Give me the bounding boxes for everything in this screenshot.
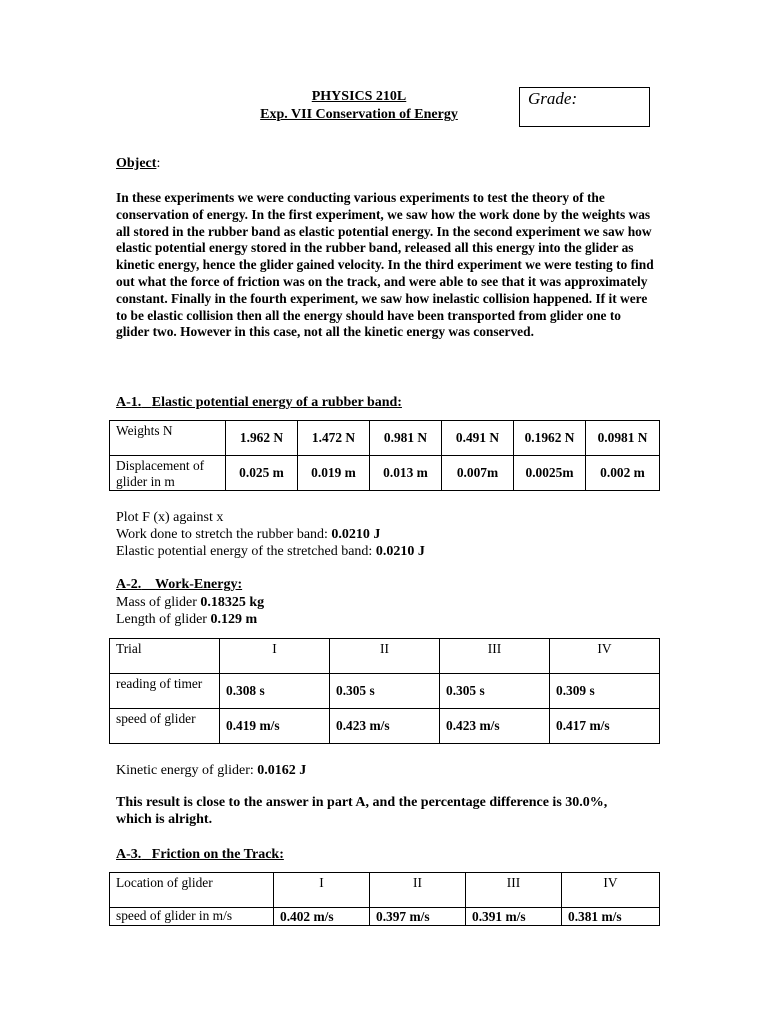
table-row	[110, 674, 660, 709]
a1-displacement-cell: 0.007m	[442, 456, 514, 491]
document-header	[250, 88, 468, 124]
length-label: Length of glider	[116, 612, 211, 627]
section-a1-number: A-1.	[116, 395, 142, 410]
object-heading	[116, 156, 160, 172]
work-done-value: 0.0210 J	[331, 527, 381, 542]
a3-speed-cell: 0.381 m/s	[562, 908, 660, 926]
table-row	[110, 421, 660, 456]
a2-timer-cell: 0.308 s	[220, 674, 330, 709]
a2-trial-header: II	[330, 639, 440, 674]
section-a2-title: Work-Energy:	[155, 577, 243, 592]
a2-trial-label: Trial	[110, 639, 220, 674]
table-row	[110, 709, 660, 744]
a1-weight-cell: 0.0981 N	[586, 421, 660, 456]
a1-displacement-cell: 0.025 m	[226, 456, 298, 491]
elastic-energy-value: 0.0210 J	[375, 544, 425, 559]
a1-displacement-cell: 0.0025m	[514, 456, 586, 491]
a2-timer-label: reading of timer	[110, 674, 220, 709]
a3-table	[109, 872, 660, 926]
length-value: 0.129 m	[210, 612, 258, 627]
a2-trial-header: III	[440, 639, 550, 674]
plot-instruction: Plot F (x) against x	[116, 510, 224, 525]
a3-speed-label: speed of glider in m/s	[110, 908, 274, 926]
a1-table	[109, 420, 660, 491]
a2-speed-label: speed of glider	[110, 709, 220, 744]
a1-displacement-label: Displacement of glider in m	[110, 456, 226, 491]
elastic-energy-line	[116, 543, 425, 560]
section-a3-number: A-3.	[116, 847, 142, 862]
work-done-label: Work done to stretch the rubber band:	[116, 527, 332, 542]
object-heading-colon: :	[156, 156, 161, 171]
a3-speed-cell: 0.391 m/s	[466, 908, 562, 926]
a1-displacement-cell: 0.002 m	[586, 456, 660, 491]
grade-box	[519, 87, 650, 127]
kinetic-energy-line	[116, 762, 306, 779]
mass-label: Mass of glider	[116, 595, 201, 610]
table-row	[110, 639, 660, 674]
mass-value: 0.18325 kg	[200, 595, 265, 610]
experiment-title: Exp. VII Conservation of Energy	[260, 107, 458, 122]
a2-trial-header: I	[220, 639, 330, 674]
length-line	[116, 611, 257, 628]
table-row	[110, 908, 660, 926]
table-row	[110, 456, 660, 491]
kinetic-energy-value: 0.0162 J	[257, 763, 307, 778]
section-a2-number: A-2.	[116, 577, 142, 592]
a1-weight-cell: 0.491 N	[442, 421, 514, 456]
a3-location-label: Location of glider	[110, 873, 274, 908]
a1-weights-label: Weights N	[110, 421, 226, 456]
a2-speed-cell: 0.419 m/s	[220, 709, 330, 744]
a3-speed-cell: 0.402 m/s	[274, 908, 370, 926]
a3-location-header: I	[274, 873, 370, 908]
a2-timer-cell: 0.305 s	[440, 674, 550, 709]
a1-weight-cell: 0.1962 N	[514, 421, 586, 456]
kinetic-energy-label: Kinetic energy of glider:	[116, 763, 258, 778]
section-a3-heading	[116, 846, 284, 863]
section-a3-title: Friction on the Track:	[151, 847, 284, 862]
a2-trial-header: IV	[550, 639, 660, 674]
object-heading-label: Object	[116, 156, 157, 171]
a3-speed-cell: 0.397 m/s	[370, 908, 466, 926]
section-a2-heading	[116, 576, 242, 593]
a3-location-header: III	[466, 873, 562, 908]
elastic-energy-label: Elastic potential energy of the stretched band:	[116, 544, 376, 559]
a2-speed-cell: 0.423 m/s	[330, 709, 440, 744]
a1-displacement-cell: 0.013 m	[370, 456, 442, 491]
grade-label: Grade:	[528, 89, 578, 108]
a3-location-header: IV	[562, 873, 660, 908]
work-done-line	[116, 526, 380, 543]
a2-table	[109, 638, 660, 744]
a3-location-header: II	[370, 873, 466, 908]
course-title: PHYSICS 210L	[311, 89, 407, 104]
a2-speed-cell: 0.423 m/s	[440, 709, 550, 744]
section-a1-heading	[116, 394, 402, 411]
a2-conclusion: This result is close to the answer in part A, and the percentage difference is 30.0%, which is alright.	[116, 795, 608, 827]
a2-speed-cell: 0.417 m/s	[550, 709, 660, 744]
object-paragraph: In these experiments we were conducting various experiments to test the theory of the conservation of energy. In the first experiment, we saw how the work done by the weights was all stored in the rubber band as elastic potential energy. In the second experiment we saw how elastic potential energy stored in the rubber band, released all this energy into the glider as kinetic energy, hence the glider gained velocity. In the third experiment we were testing to find out what the force of friction was on the track, and were able to see that it was approximately constant. Finally in the fourth experiment, we saw how inelastic collision happened. If it were to be elastic collision then all the energy should have been transported from glider one to glider two. However in this case, not all the kinetic energy was conserved.	[116, 190, 654, 340]
a1-weight-cell: 0.981 N	[370, 421, 442, 456]
table-row	[110, 873, 660, 908]
a1-weight-cell: 1.962 N	[226, 421, 298, 456]
a2-timer-cell: 0.305 s	[330, 674, 440, 709]
mass-line	[116, 594, 264, 611]
a1-displacement-cell: 0.019 m	[298, 456, 370, 491]
a1-weight-cell: 1.472 N	[298, 421, 370, 456]
section-a1-title: Elastic potential energy of a rubber band:	[151, 395, 402, 410]
a2-timer-cell: 0.309 s	[550, 674, 660, 709]
